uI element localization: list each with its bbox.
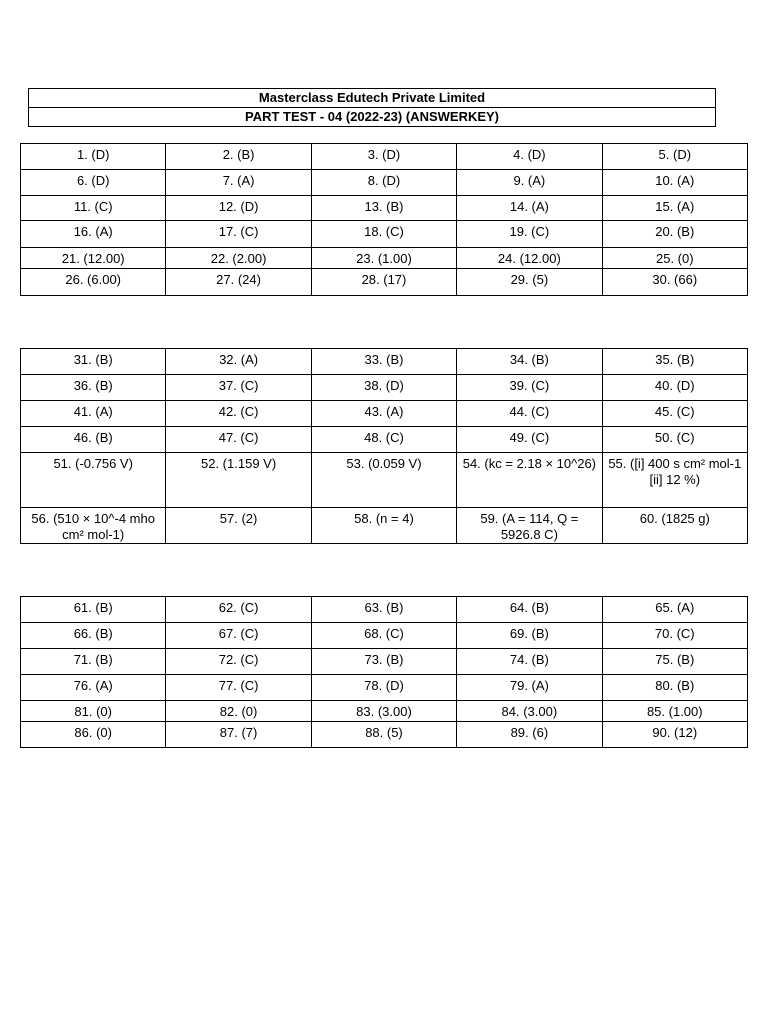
answer-cell: 35. (B) — [602, 349, 747, 375]
answer-cell: 66. (B) — [21, 623, 166, 649]
answer-row — [21, 508, 748, 544]
answer-cell: 86. (0) — [21, 722, 166, 748]
answer-row — [21, 597, 748, 623]
answer-key-table-1 — [20, 143, 748, 296]
answer-cell: 40. (D) — [602, 375, 747, 401]
answer-cell: 82. (0) — [166, 701, 311, 722]
answer-cell: 17. (C) — [166, 221, 311, 248]
answer-cell: 85. (1.00) — [602, 701, 747, 722]
answer-row — [21, 675, 748, 701]
answer-cell: 74. (B) — [457, 649, 602, 675]
answer-key-table-2 — [20, 348, 748, 544]
answer-cell: 71. (B) — [21, 649, 166, 675]
answer-cell: 45. (C) — [602, 401, 747, 427]
answer-cell: 43. (A) — [311, 401, 456, 427]
answer-cell: 9. (A) — [457, 170, 602, 196]
answer-cell: 89. (6) — [457, 722, 602, 748]
answer-cell: 14. (A) — [457, 196, 602, 221]
answer-row — [21, 170, 748, 196]
answer-cell: 64. (B) — [457, 597, 602, 623]
answer-cell: 73. (B) — [311, 649, 456, 675]
answer-cell: 39. (C) — [457, 375, 602, 401]
answer-cell: 32. (A) — [166, 349, 311, 375]
test-title: PART TEST - 04 (2022-23) (ANSWERKEY) — [29, 107, 715, 126]
answer-cell: 69. (B) — [457, 623, 602, 649]
answer-row — [21, 701, 748, 722]
answer-cell: 33. (B) — [311, 349, 456, 375]
answer-cell: 3. (D) — [311, 144, 456, 170]
answer-row — [21, 269, 748, 296]
answer-cell: 81. (0) — [21, 701, 166, 722]
answer-row — [21, 196, 748, 221]
answer-cell: 46. (B) — [21, 427, 166, 453]
answer-row — [21, 221, 748, 248]
answer-cell: 19. (C) — [457, 221, 602, 248]
answer-cell: 52. (1.159 V) — [166, 453, 311, 508]
answer-cell: 24. (12.00) — [457, 248, 602, 269]
answer-cell: 84. (3.00) — [457, 701, 602, 722]
answer-cell: 78. (D) — [311, 675, 456, 701]
answer-cell: 56. (510 × 10^-4 mho cm² mol-1) — [21, 508, 166, 544]
answer-cell: 80. (B) — [602, 675, 747, 701]
answer-cell: 12. (D) — [166, 196, 311, 221]
answer-row — [21, 623, 748, 649]
answer-cell: 18. (C) — [311, 221, 456, 248]
answer-cell: 1. (D) — [21, 144, 166, 170]
answer-cell: 68. (C) — [311, 623, 456, 649]
answer-cell: 15. (A) — [602, 196, 747, 221]
company-name: Masterclass Edutech Private Limited — [258, 90, 486, 105]
answer-cell: 48. (C) — [311, 427, 456, 453]
answer-cell: 87. (7) — [166, 722, 311, 748]
answer-cell: 7. (A) — [166, 170, 311, 196]
answer-cell: 90. (12) — [602, 722, 747, 748]
answer-cell: 27. (24) — [166, 269, 311, 296]
answer-row — [21, 427, 748, 453]
answer-cell: 2. (B) — [166, 144, 311, 170]
answer-cell: 79. (A) — [457, 675, 602, 701]
answer-row — [21, 649, 748, 675]
answer-cell: 21. (12.00) — [21, 248, 166, 269]
answer-cell: 4. (D) — [457, 144, 602, 170]
answer-cell: 53. (0.059 V) — [311, 453, 456, 508]
answer-row — [21, 401, 748, 427]
answer-cell: 38. (D) — [311, 375, 456, 401]
answer-cell: 70. (C) — [602, 623, 747, 649]
answer-cell: 29. (5) — [457, 269, 602, 296]
answer-cell: 76. (A) — [21, 675, 166, 701]
answer-cell: 36. (B) — [21, 375, 166, 401]
answer-cell: 75. (B) — [602, 649, 747, 675]
answer-cell: 47. (C) — [166, 427, 311, 453]
answer-cell: 50. (C) — [602, 427, 747, 453]
answer-cell: 20. (B) — [602, 221, 747, 248]
answer-cell: 31. (B) — [21, 349, 166, 375]
answer-row — [21, 248, 748, 269]
answer-cell: 37. (C) — [166, 375, 311, 401]
answer-cell: 51. (-0.756 V) — [21, 453, 166, 508]
answer-key-table-3 — [20, 596, 748, 748]
answer-cell: 83. (3.00) — [311, 701, 456, 722]
answer-cell: 72. (C) — [166, 649, 311, 675]
answer-cell: 23. (1.00) — [311, 248, 456, 269]
answer-cell: 44. (C) — [457, 401, 602, 427]
answer-row — [21, 453, 748, 508]
answer-cell: 88. (5) — [311, 722, 456, 748]
answer-cell: 13. (B) — [311, 196, 456, 221]
answer-cell: 67. (C) — [166, 623, 311, 649]
answer-cell: 62. (C) — [166, 597, 311, 623]
answer-cell: 57. (2) — [166, 508, 311, 544]
answer-cell: 58. (n = 4) — [311, 508, 456, 544]
answer-cell: 65. (A) — [602, 597, 747, 623]
answer-cell: 61. (B) — [21, 597, 166, 623]
answer-cell: 8. (D) — [311, 170, 456, 196]
answer-cell: 59. (A = 114, Q = 5926.8 C) — [457, 508, 602, 544]
answer-cell: 77. (C) — [166, 675, 311, 701]
answer-cell: 41. (A) — [21, 401, 166, 427]
answer-cell: 10. (A) — [602, 170, 747, 196]
document-header — [28, 88, 716, 127]
answer-cell: 16. (A) — [21, 221, 166, 248]
answer-cell: 6. (D) — [21, 170, 166, 196]
answer-cell: 60. (1825 g) — [602, 508, 747, 544]
answer-cell: 63. (B) — [311, 597, 456, 623]
answer-cell: 42. (C) — [166, 401, 311, 427]
answer-cell: 5. (D) — [602, 144, 747, 170]
answer-cell: 34. (B) — [457, 349, 602, 375]
answer-row — [21, 349, 748, 375]
answer-cell: 26. (6.00) — [21, 269, 166, 296]
answer-row — [21, 375, 748, 401]
answer-cell: 28. (17) — [311, 269, 456, 296]
answer-cell: 22. (2.00) — [166, 248, 311, 269]
answer-cell: 55. ([i] 400 s cm² mol-1 [ii] 12 %) — [602, 453, 747, 508]
answer-row — [21, 722, 748, 748]
answer-row — [21, 144, 748, 170]
answer-cell: 11. (C) — [21, 196, 166, 221]
answer-cell: 49. (C) — [457, 427, 602, 453]
answer-cell: 25. (0) — [602, 248, 747, 269]
answer-cell: 54. (kc = 2.18 × 10^26) — [457, 453, 602, 508]
answer-cell: 30. (66) — [602, 269, 747, 296]
